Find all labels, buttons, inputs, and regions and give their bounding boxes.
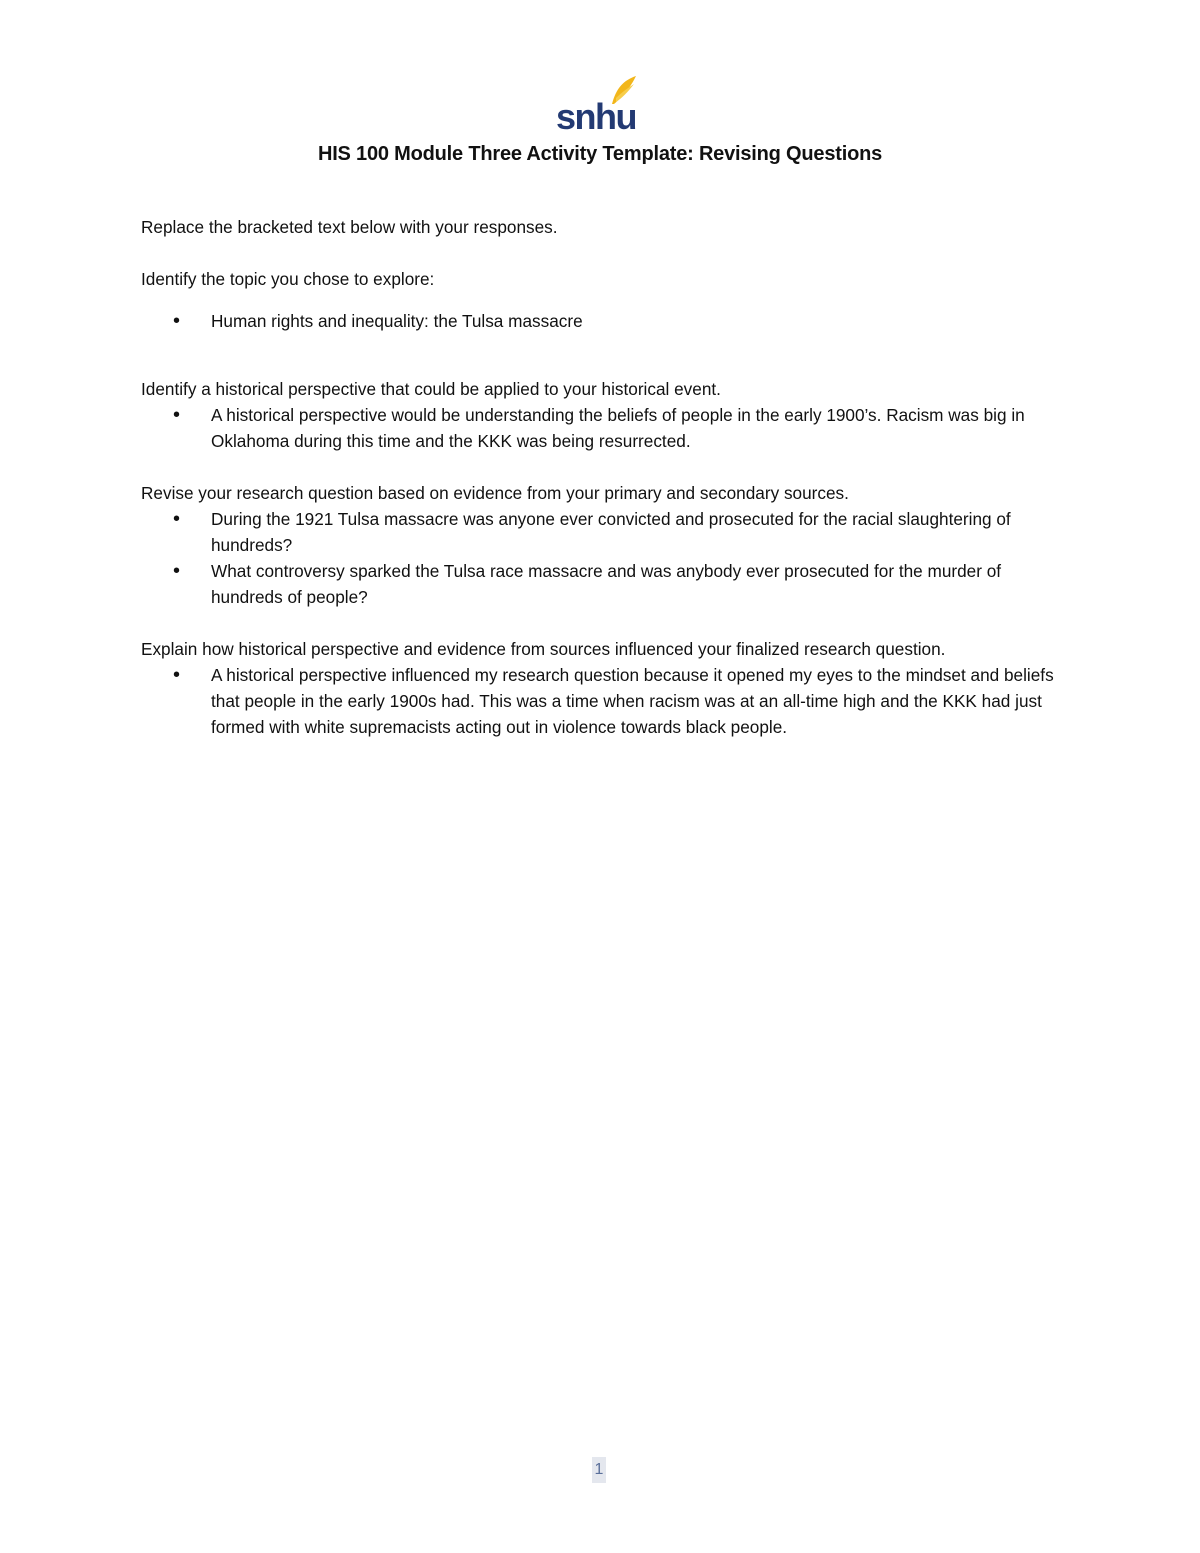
list-item: • During the 1921 Tulsa massacre was anyone ever convicted and prosecuted for the racial slaughtering of hundreds? — [141, 506, 1061, 558]
page-number: 1 — [592, 1457, 606, 1483]
list-item: • A historical perspective would be understanding the beliefs of people in the early 1900’s. Racism was big in Oklahoma during this time and the KKK was being resurrected. — [141, 402, 1061, 454]
bullet-list — [141, 402, 1061, 454]
prompt-topic: Identify the topic you chose to explore: — [141, 269, 435, 289]
bullet-list — [141, 308, 1061, 334]
list-item: • A historical perspective influenced my research question because it opened my eyes to the mindset and beliefs that people in the early 1900s had. This was a time when racism was at an all-time high and the KKK had just formed with white supremacists acting out in violence towards black people. — [141, 662, 1061, 740]
document-body — [141, 214, 1061, 740]
bullet-list — [141, 662, 1061, 740]
snhu-logo — [556, 74, 640, 132]
list-item: • Human rights and inequality: the Tulsa massacre — [141, 308, 1061, 334]
bullet-list — [141, 506, 1061, 610]
prompt-research-question: Revise your research question based on evidence from your primary and secondary sources. — [141, 483, 849, 503]
logo-text: snhu — [556, 96, 636, 132]
list-item: • What controversy sparked the Tulsa race massacre and was anybody ever prosecuted for the murder of hundreds of people? — [141, 558, 1061, 610]
prompt-perspective: Identify a historical perspective that could be applied to your historical event. — [141, 379, 721, 399]
prompt-influence: Explain how historical perspective and evidence from sources influenced your finalized research question. — [141, 639, 946, 659]
document-title: HIS 100 Module Three Activity Template: Revising Questions — [317, 143, 883, 165]
instructions-text: Replace the bracketed text below with your responses. — [141, 217, 558, 237]
